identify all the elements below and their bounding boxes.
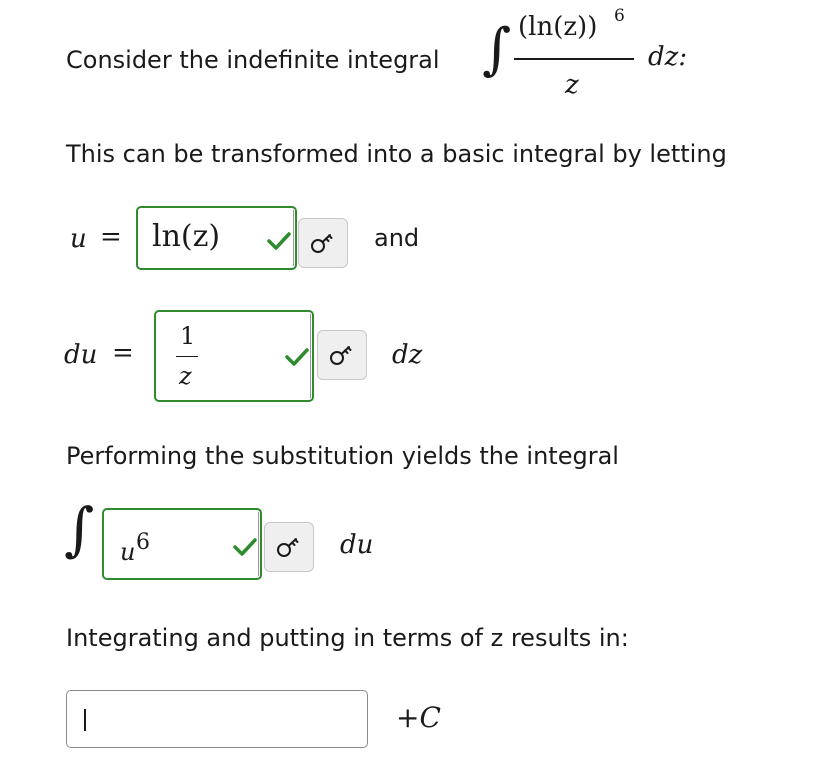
sub-answer-exponent: 6 xyxy=(136,530,150,555)
substitution-text: Performing the substitution yields the integral xyxy=(66,442,619,470)
integrand-differential: dz: xyxy=(648,42,688,72)
du-suffix-dz: dz xyxy=(392,340,423,370)
du-label: du xyxy=(64,340,98,370)
transform-text: This can be transformed into a basic integral by letting xyxy=(66,140,727,168)
intro-text: Consider the indefinite integral xyxy=(66,46,440,74)
key-icon xyxy=(310,232,336,254)
key-icon xyxy=(329,344,355,366)
du-answer-numerator: 1 xyxy=(180,322,196,350)
du-answer-field[interactable] xyxy=(154,310,314,402)
sub-integral-sign: ∫ xyxy=(64,495,95,563)
sub-answer-field[interactable] xyxy=(102,508,262,580)
check-icon xyxy=(266,230,292,252)
sub-field-divider xyxy=(258,512,259,576)
du-answer-denominator: z xyxy=(179,362,192,390)
du-equals: = xyxy=(112,338,134,368)
plus-c: +C xyxy=(396,701,441,734)
sub-suffix-du: du xyxy=(340,530,374,560)
and-text: and xyxy=(374,224,420,252)
sub-key-button[interactable] xyxy=(264,522,314,572)
key-icon xyxy=(276,536,302,558)
u-answer-value: ln(z) xyxy=(152,219,221,254)
du-answer-fraction-bar xyxy=(176,356,198,357)
result-text: Integrating and putting in terms of z results in: xyxy=(66,624,629,652)
u-label: u xyxy=(70,224,87,254)
integrand-denominator: z xyxy=(565,70,579,100)
integrand-numerator: (ln(z)) xyxy=(518,12,598,42)
integral-sign: ∫ xyxy=(482,17,512,82)
check-icon xyxy=(232,536,258,558)
final-answer-input[interactable] xyxy=(66,690,368,748)
integrand-exponent: 6 xyxy=(614,6,625,26)
u-answer-field[interactable] xyxy=(136,206,297,270)
u-field-divider xyxy=(293,210,294,266)
u-equals: = xyxy=(100,222,122,252)
u-key-button[interactable] xyxy=(298,218,348,268)
du-key-button[interactable] xyxy=(317,330,367,380)
sub-answer-base: u xyxy=(120,538,136,566)
text-cursor xyxy=(84,709,86,731)
du-field-divider xyxy=(310,314,311,398)
check-icon xyxy=(284,346,310,368)
integrand-fraction-bar xyxy=(514,58,634,60)
